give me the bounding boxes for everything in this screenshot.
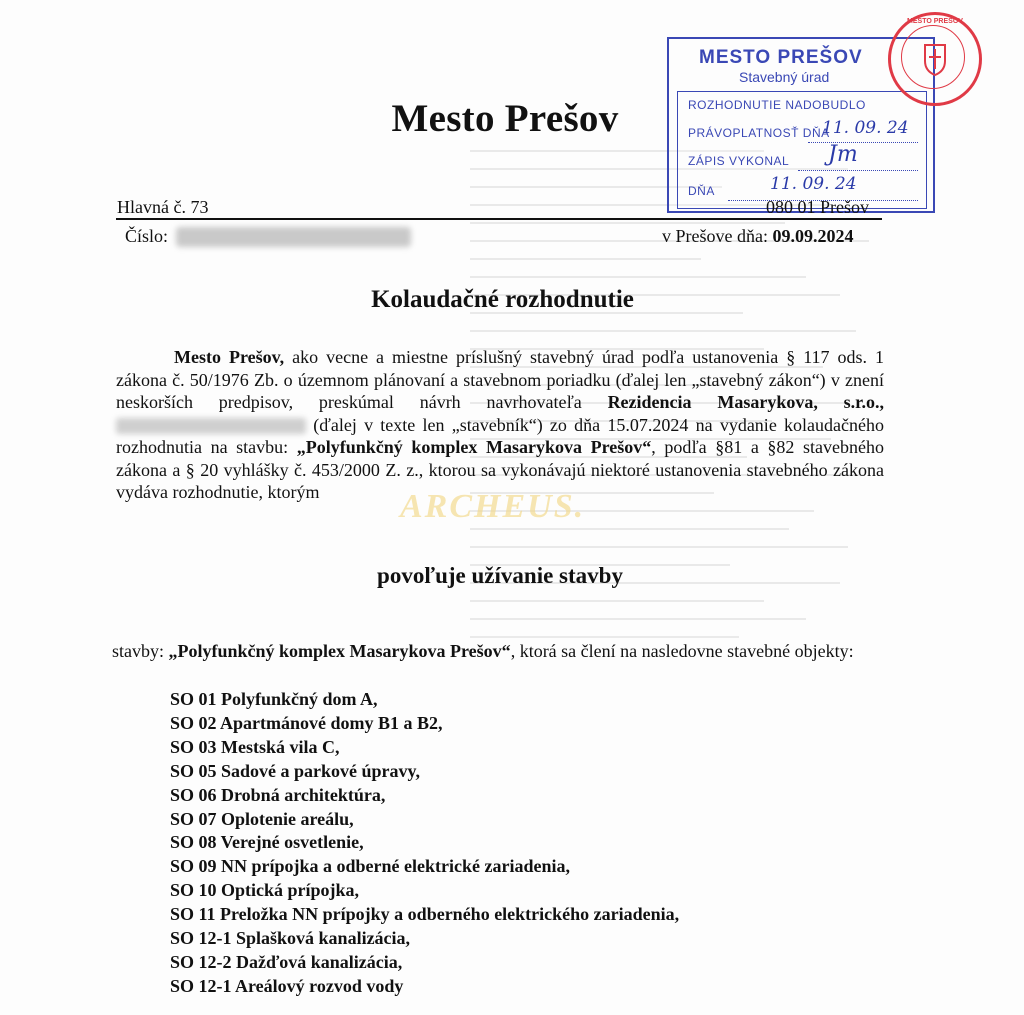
stamp-effect-date: 11. 09. 24 <box>822 118 909 138</box>
paragraph-text: (ďalej v texte len „stavebník“) zo dňa 15.07.2024 na vydanie kolaudačného rozhodnutia na stavbu: <box>116 414 884 457</box>
decision-paragraph <box>116 346 884 504</box>
stamp-box <box>677 91 927 209</box>
building-intro <box>112 640 884 662</box>
permit-heading: povoľuje užívanie stavby <box>377 563 623 588</box>
list-item: SO 10 Optická prípojka, <box>170 880 360 901</box>
list-item: SO 05 Sadové a parkové úpravy, <box>170 760 421 781</box>
stamp-dotted-line <box>798 170 918 171</box>
list-item: SO 06 Drobná architektúra, <box>170 784 386 805</box>
page-title: Mesto Prešov <box>391 97 619 140</box>
seal-text: MESTO PREŠOV <box>907 18 963 25</box>
watermark: ARCHEUS. <box>400 488 586 525</box>
building-objects-list <box>170 688 679 999</box>
building-name: „Polyfunkčný komplex Masarykova Prešov“ <box>296 437 652 457</box>
applicant-name: Rezidencia Masarykova, s.r.o., <box>607 392 884 412</box>
stamp-row-recorded-label: ZÁPIS VYKONAL <box>688 154 790 168</box>
issue-date-value: 09.09.2024 <box>767 226 854 246</box>
stamp-row-date-label: DŇA <box>688 184 715 198</box>
list-item: SO 12-1 Areálový rozvod vody <box>170 975 404 996</box>
building-intro-suffix: , ktorá sa člení na nasledovne stavebné objekty: <box>510 641 854 661</box>
list-item: SO 02 Apartmánové domy B1 a B2, <box>170 712 443 733</box>
building-intro-prefix: stavby: <box>112 641 169 661</box>
stamp-title: MESTO PREŠOV <box>699 47 863 68</box>
stamp-dotted-line <box>808 142 918 143</box>
list-item: SO 01 Polyfunkčný dom A, <box>170 689 378 709</box>
issue-date-prefix: v Prešove dňa: <box>662 226 768 246</box>
reference-number-label: Číslo: <box>125 226 169 246</box>
paragraph-text: ako vecne a miestne príslušný stavebný úrad podľa ustanovenia § 117 ods. 1 zákona č. 50/1976 Zb. o územnom plánovaní a stavebnom poriadku (ďalej len „stavebný zákon“) v znení neskorších predpisov, preskúmal návrh navrhovateľa <box>116 347 885 412</box>
redacted-applicant-address <box>116 418 306 434</box>
stamp-row-legal-effect: ROZHODNUTIE NADOBUDLO <box>688 98 866 112</box>
list-item: SO 12-1 Splašková kanalizácia, <box>170 928 411 949</box>
list-item: SO 03 Mestská vila C, <box>170 736 340 757</box>
list-item: SO 09 NN prípojka a odberné elektrické zariadenia, <box>170 856 570 877</box>
stamp-subtitle: Stavebný úrad <box>739 69 830 85</box>
issue-date-line <box>662 226 853 247</box>
authority-name: Mesto Prešov, <box>174 347 285 367</box>
list-item: SO 12-2 Dažďová kanalizácia, <box>170 951 403 972</box>
building-intro-name: „Polyfunkčný komplex Masarykova Prešov“ <box>168 641 511 661</box>
round-seal <box>888 12 982 106</box>
header-divider <box>116 218 882 220</box>
list-item: SO 07 Oplotenie areálu, <box>170 808 354 829</box>
stamp-record-date: 11. 09. 24 <box>770 174 857 194</box>
paragraph-text: , podľa §81 a §82 stavebného zákona a § 20 vyhlášky č. 453/2000 Z. z., ktorou sa vykonávajú niektoré ustanovenia stavebného zákona vydáva rozhodnutie, ktorým <box>116 437 885 502</box>
stamp-signature: Jm <box>828 142 858 167</box>
redacted-reference-number <box>176 227 411 247</box>
list-item: SO 08 Verejné osvetlenie, <box>170 832 364 853</box>
address-postal: 080 01 Prešov <box>766 197 869 217</box>
list-item: SO 11 Preložka NN prípojky a odberného elektrického zariadenia, <box>170 904 680 925</box>
decision-title: Kolaudačné rozhodnutie <box>371 286 634 313</box>
stamp-row-effect-date-label: PRÁVOPLATNOSŤ DŇA <box>688 126 830 140</box>
address-street: Hlavná č. 73 <box>117 197 209 217</box>
seal-emblem-icon <box>891 15 979 103</box>
